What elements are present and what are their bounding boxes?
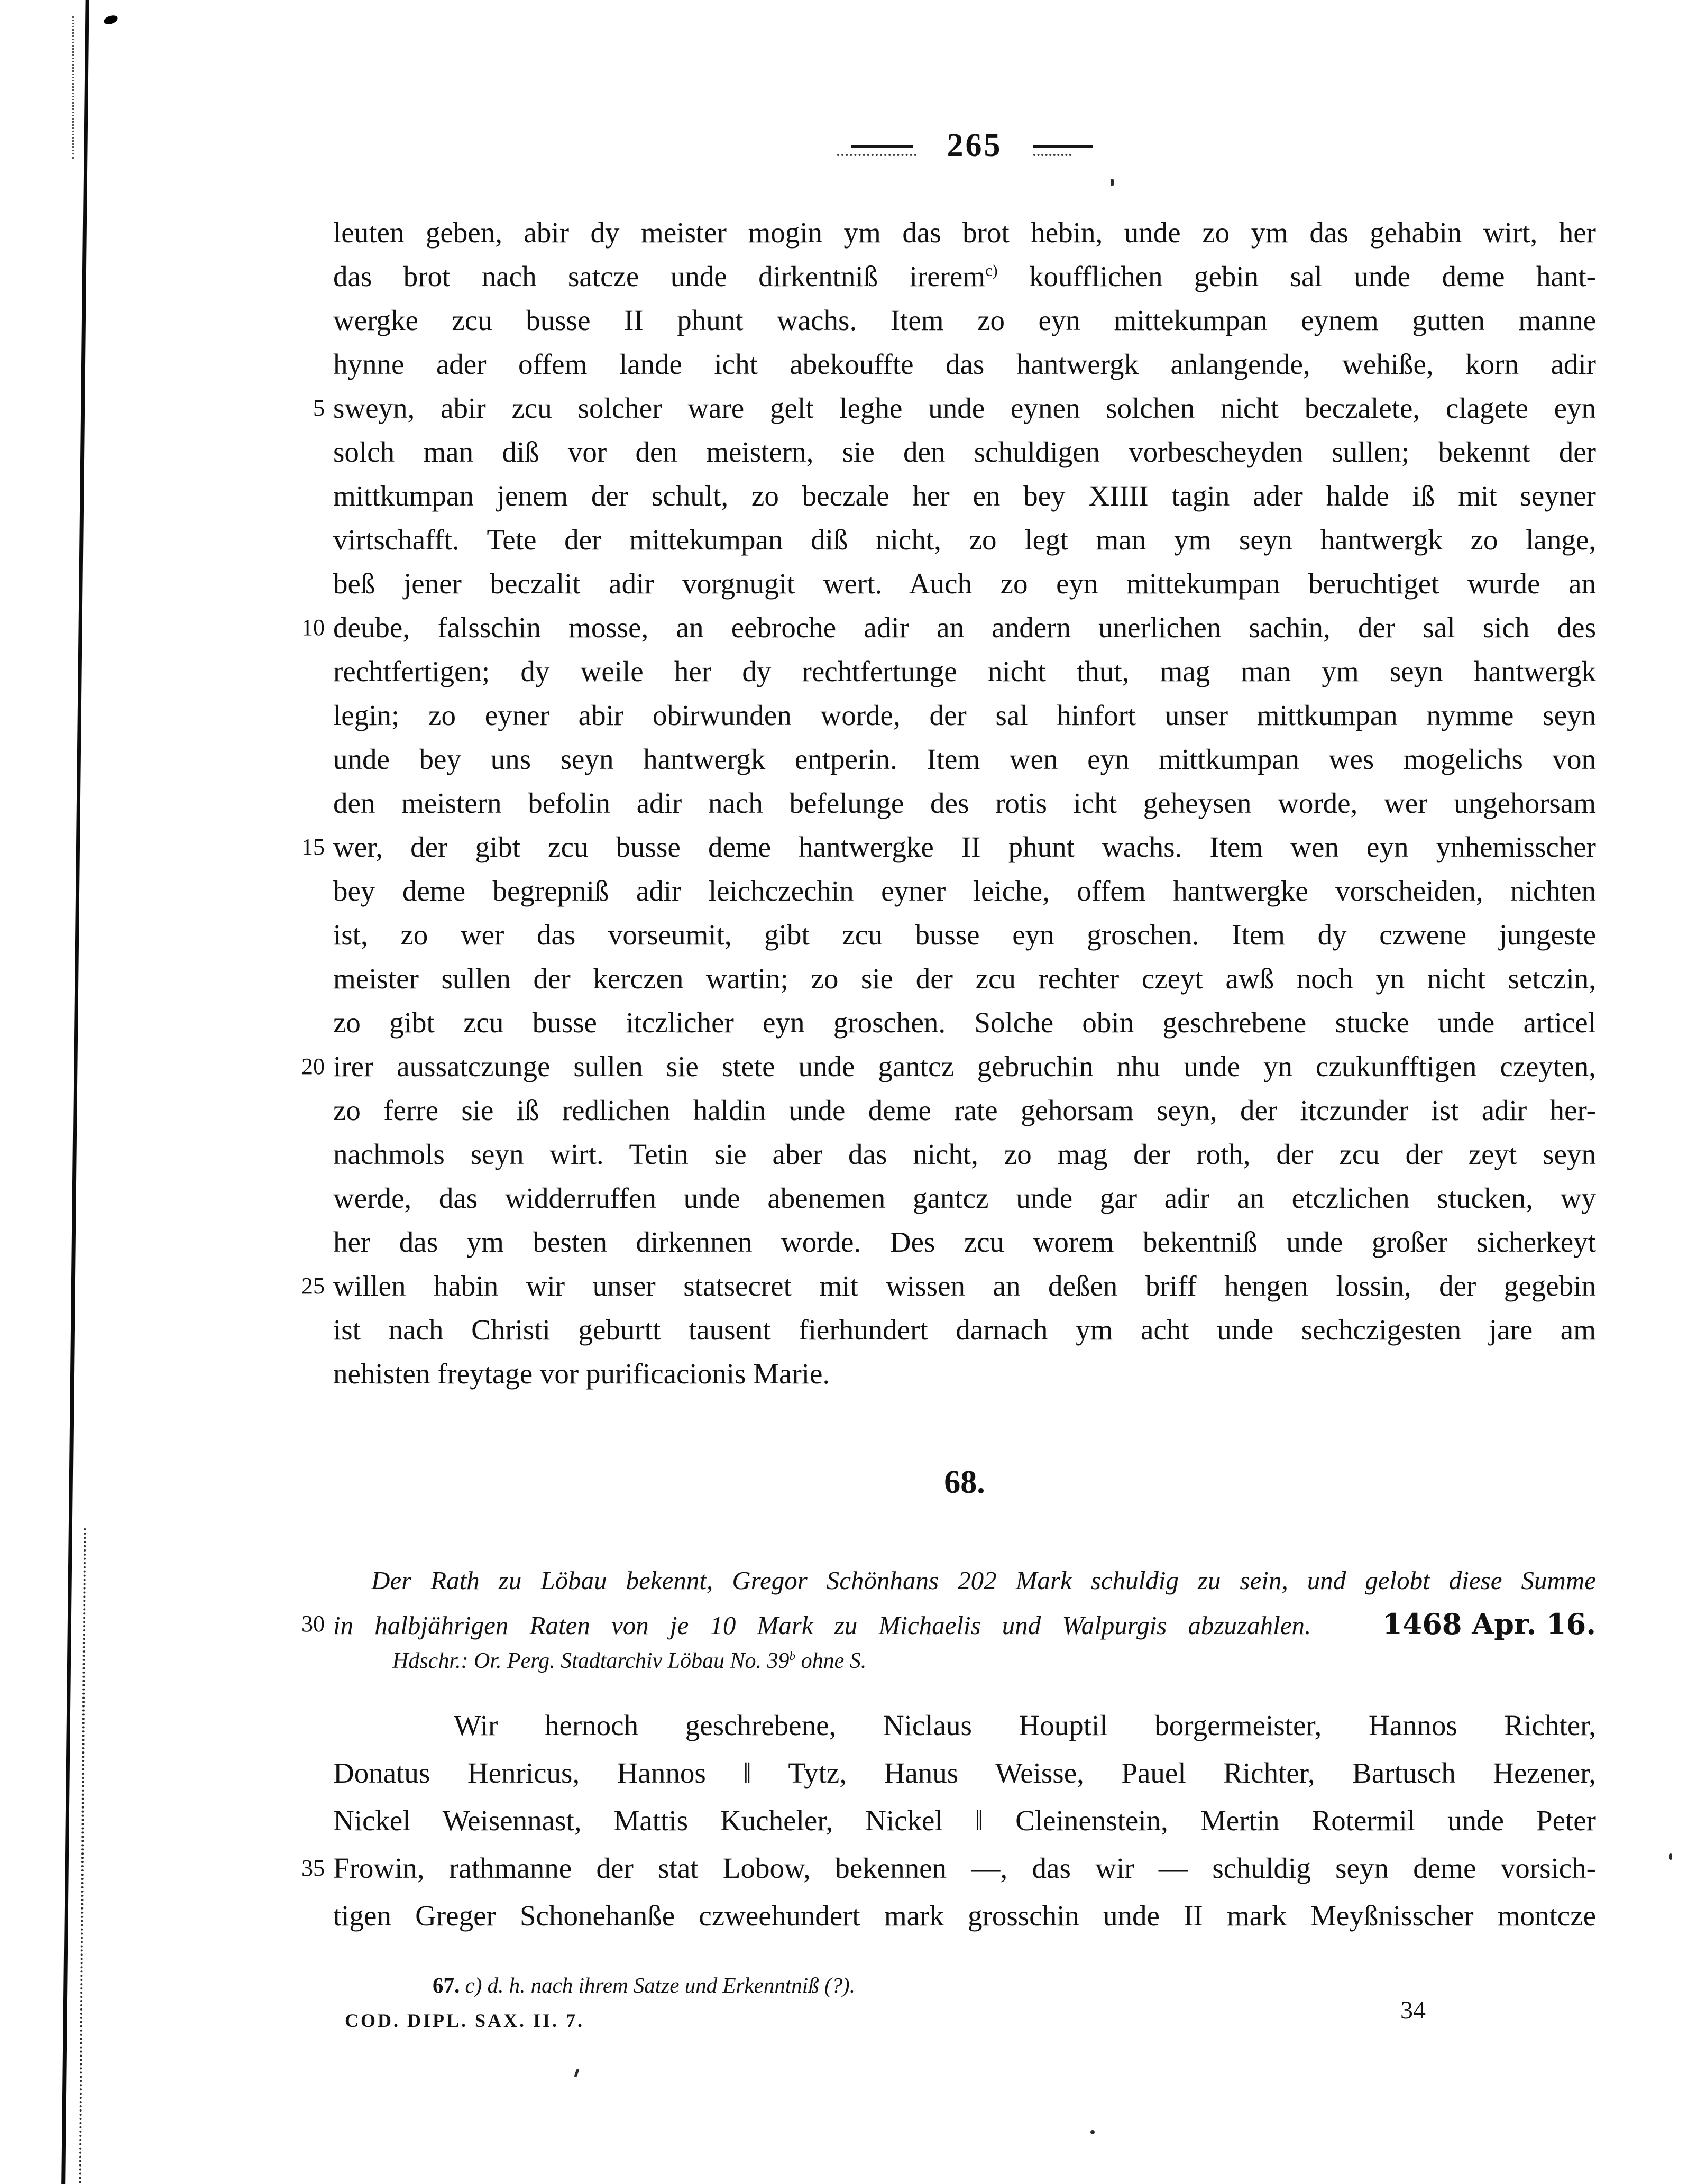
date-label: 1468 Apr. 16. [1382, 1607, 1596, 1641]
text-line [333, 869, 1596, 913]
line-text: Frowin, rathmanne der stat Lobow, bekennen —, das wir — schuldig seyn deme vorsich- [333, 1852, 1596, 1884]
line-text: Der Rath zu Löbau bekennt, Gregor Schönhans 202 Mark schuldig zu sein, und gelobt diese Summe [371, 1566, 1596, 1595]
line-text: den meistern befolin adir nach befelunge des rotis icht geheysen worde, wer ungehorsam [333, 787, 1596, 819]
text-line [333, 1892, 1596, 1940]
speck-artifact [1669, 1853, 1672, 1860]
text-line [333, 430, 1596, 474]
line-text: virtschafft. Tete der mittekumpan diß nicht, zo legt man ym seyn hantwergk zo lange, [333, 524, 1596, 556]
doc67-text-block [301, 210, 1596, 1396]
scan-dotted-line-artifact [72, 16, 74, 159]
dash-rule [1033, 145, 1093, 148]
line-text: nachmols seyn wirt. Tetin sie aber das nicht, zo mag der roth, der zcu der zeyt seyn [333, 1138, 1596, 1170]
margin-line-number: 15 [301, 834, 325, 860]
speck-artifact [574, 2069, 579, 2078]
text-line [333, 693, 1596, 737]
line-text: meister sullen der kerczen wartin; zo sie der zcu rechter czeyt awß noch yn nicht setczin, [333, 962, 1596, 995]
line-text: Donatus Henricus, Hannos ‖ Tytz, Hanus Weisse, Pauel Richter, Bartusch Hezener, [333, 1757, 1596, 1789]
dash-rule-dotted [1033, 154, 1071, 156]
footnote [433, 1972, 855, 1998]
line-text: Wir hernoch geschrebene, Niclaus Houptil borgermeister, Hannos Richter, [454, 1709, 1596, 1741]
line-text: her das ym besten dirkennen worde. Des zcu worem bekentniß unde großer sicherkeyt [333, 1226, 1596, 1258]
dash-rule-dotted [837, 154, 916, 156]
line-text: nehisten freytage vor purificacionis Marie. [333, 1357, 830, 1390]
margin-line-number: 30 [301, 1611, 325, 1637]
text-line [333, 1220, 1596, 1264]
text-line [301, 1602, 1596, 1646]
text-line [333, 781, 1596, 825]
line-text: das brot nach satcze unde dirkentniß irerem$^{c)}$ koufflichen gebin sal unde deme hant- [333, 260, 1596, 292]
text-line [333, 298, 1596, 342]
margin-line-number: 5 [313, 395, 325, 421]
margin-line-number: 35 [301, 1855, 325, 1881]
header-dash-right [1033, 135, 1093, 156]
line-text: Nickel Weisennast, Mattis Kucheler, Nickel ‖ Cleinenstein, Mertin Rotermil unde Peter [333, 1804, 1596, 1837]
page-header [333, 129, 1596, 162]
page-number: 265 [947, 127, 1003, 163]
text-line [333, 1308, 1596, 1352]
line-text: beß jener beczalit adir vorgnugit wert. Auch zo eyn mittekumpan beruchtiget wurde an [333, 567, 1596, 600]
scan-border-line-artifact [61, 0, 89, 2184]
footnote-text: c) d. h. nach ihrem Satze und Erkenntniß (?). [465, 1973, 855, 1997]
line-text: deube, falsschin mosse, an eebroche adir an andern unerlichen sachin, der sal sich des [333, 611, 1596, 644]
text-line [301, 605, 1596, 649]
scan-dotted-line-artifact [79, 1528, 86, 2184]
margin-line-number: 25 [301, 1273, 325, 1299]
text-line [333, 474, 1596, 518]
text-line [333, 957, 1596, 1001]
sheet-signature-number: 34 [1400, 1996, 1426, 2024]
text-line [333, 1001, 1596, 1044]
line-text: ist, zo wer das vorseumit, gibt zcu busse eyn groschen. Item dy czwene jungeste [333, 919, 1596, 951]
text-line [333, 562, 1596, 605]
text-line [301, 1845, 1596, 1892]
line-text: irer aussatczunge sullen sie stete unde gantcz gebruchin nhu unde yn czukunfftigen czeyten, [333, 1050, 1596, 1082]
line-text: solch man diß vor den meistern, sie den schuldigen vorbescheyden sullen; bekennt der [333, 436, 1596, 468]
line-text: rechtfertigen; dy weile her dy rechtfertunge nicht thut, mag man ym seyn hantwergk [333, 655, 1596, 687]
text-line [333, 737, 1596, 781]
line-text: zo gibt zcu busse itczlicher eyn groschen. Solche obin geschrebene stucke unde articel [333, 1006, 1596, 1039]
text-line [301, 1264, 1596, 1308]
text-line [333, 1176, 1596, 1220]
text-line [333, 1352, 1596, 1396]
line-text: wergke zcu busse II phunt wachs. Item zo eyn mittekumpan eynem gutten manne [333, 304, 1596, 336]
text-line [333, 518, 1596, 562]
line-text: in halbjährigen Raten von je 10 Mark zu Michaelis und Walpurgis abzuzahlen. [333, 1611, 1311, 1640]
line-text: werde, das widderruffen unde abenemen gantcz unde gar adir an etczlichen stucken, wy [333, 1182, 1596, 1214]
line-text: leuten geben, abir dy meister mogin ym das brot hebin, unde zo ym das gehabin wirt, her [333, 216, 1596, 249]
dash-rule [851, 145, 913, 148]
text-line [333, 210, 1596, 254]
text-line [333, 1559, 1596, 1602]
speck-artifact [1090, 2130, 1095, 2134]
line-text: wer, der gibt zcu busse deme hantwergke II phunt wachs. Item wen eyn ynhemisscher [333, 831, 1596, 863]
line-text: legin; zo eyner abir obirwunden worde, der sal hinfort unser mittkumpan nymme seyn [333, 699, 1596, 731]
line-text: zo ferre sie iß redlichen haldin unde deme rate gehorsam seyn, der itczunder ist adir her- [333, 1094, 1596, 1126]
text-line [333, 1088, 1596, 1132]
line-text: hynne ader offem lande icht abekouffte das hantwergk anlangende, wehiße, korn adir [333, 348, 1596, 380]
margin-line-number: 20 [301, 1053, 325, 1079]
line-text: willen habin wir unser statsecret mit wissen an deßen briff hengen lossin, der gegebin [333, 1270, 1596, 1302]
line-text: bey deme begrepniß adir leichczechin eyner leiche, offem hantwergke vorscheiden, nichten [333, 875, 1596, 907]
line-text: tigen Greger Schonehanße czweehundert mark grosschin unde II mark Meyßnisscher montcze [333, 1899, 1596, 1932]
doc68-summary [301, 1559, 1596, 1646]
margin-line-number: 10 [301, 614, 325, 640]
text-line [313, 386, 1596, 430]
text-line [333, 342, 1596, 386]
footnote-ref: 67. [433, 1973, 460, 1997]
text-line [301, 825, 1596, 869]
text-line [333, 649, 1596, 693]
text-line [333, 1132, 1596, 1176]
text-line [333, 1749, 1596, 1797]
line-text: mittkumpan jenem der schult, zo beczale her en bey XIIII tagin ader halde iß mit seyner [333, 480, 1596, 512]
doc68-heading: 68. [944, 1464, 985, 1500]
text-line [333, 254, 1596, 298]
ink-blob-artifact [103, 14, 118, 26]
text-line [333, 1797, 1596, 1845]
text-line [333, 913, 1596, 957]
text-line [301, 1044, 1596, 1088]
speck-artifact [1111, 179, 1114, 186]
line-text: unde bey uns seyn hantwergk entperin. Item wen eyn mittkumpan wes mogelichs von [333, 743, 1596, 775]
line-text: ist nach Christi geburtt tausent fierhundert darnach ym acht unde sechczigesten jare am [333, 1314, 1596, 1346]
header-dash-left [837, 135, 916, 156]
line-text: sweyn, abir zcu solcher ware gelt leghe unde eynen solchen nicht beczalete, clagete eyn [333, 392, 1596, 424]
series-imprint: COD. DIPL. SAX. II. 7. [345, 2010, 585, 2031]
text-line [333, 1702, 1596, 1749]
doc68-text-block [301, 1702, 1596, 1940]
doc68-source-note: Hdschr.: Or. Perg. Stadtarchiv Löbau No. 39$^b$ ohne S. [392, 1649, 867, 1673]
